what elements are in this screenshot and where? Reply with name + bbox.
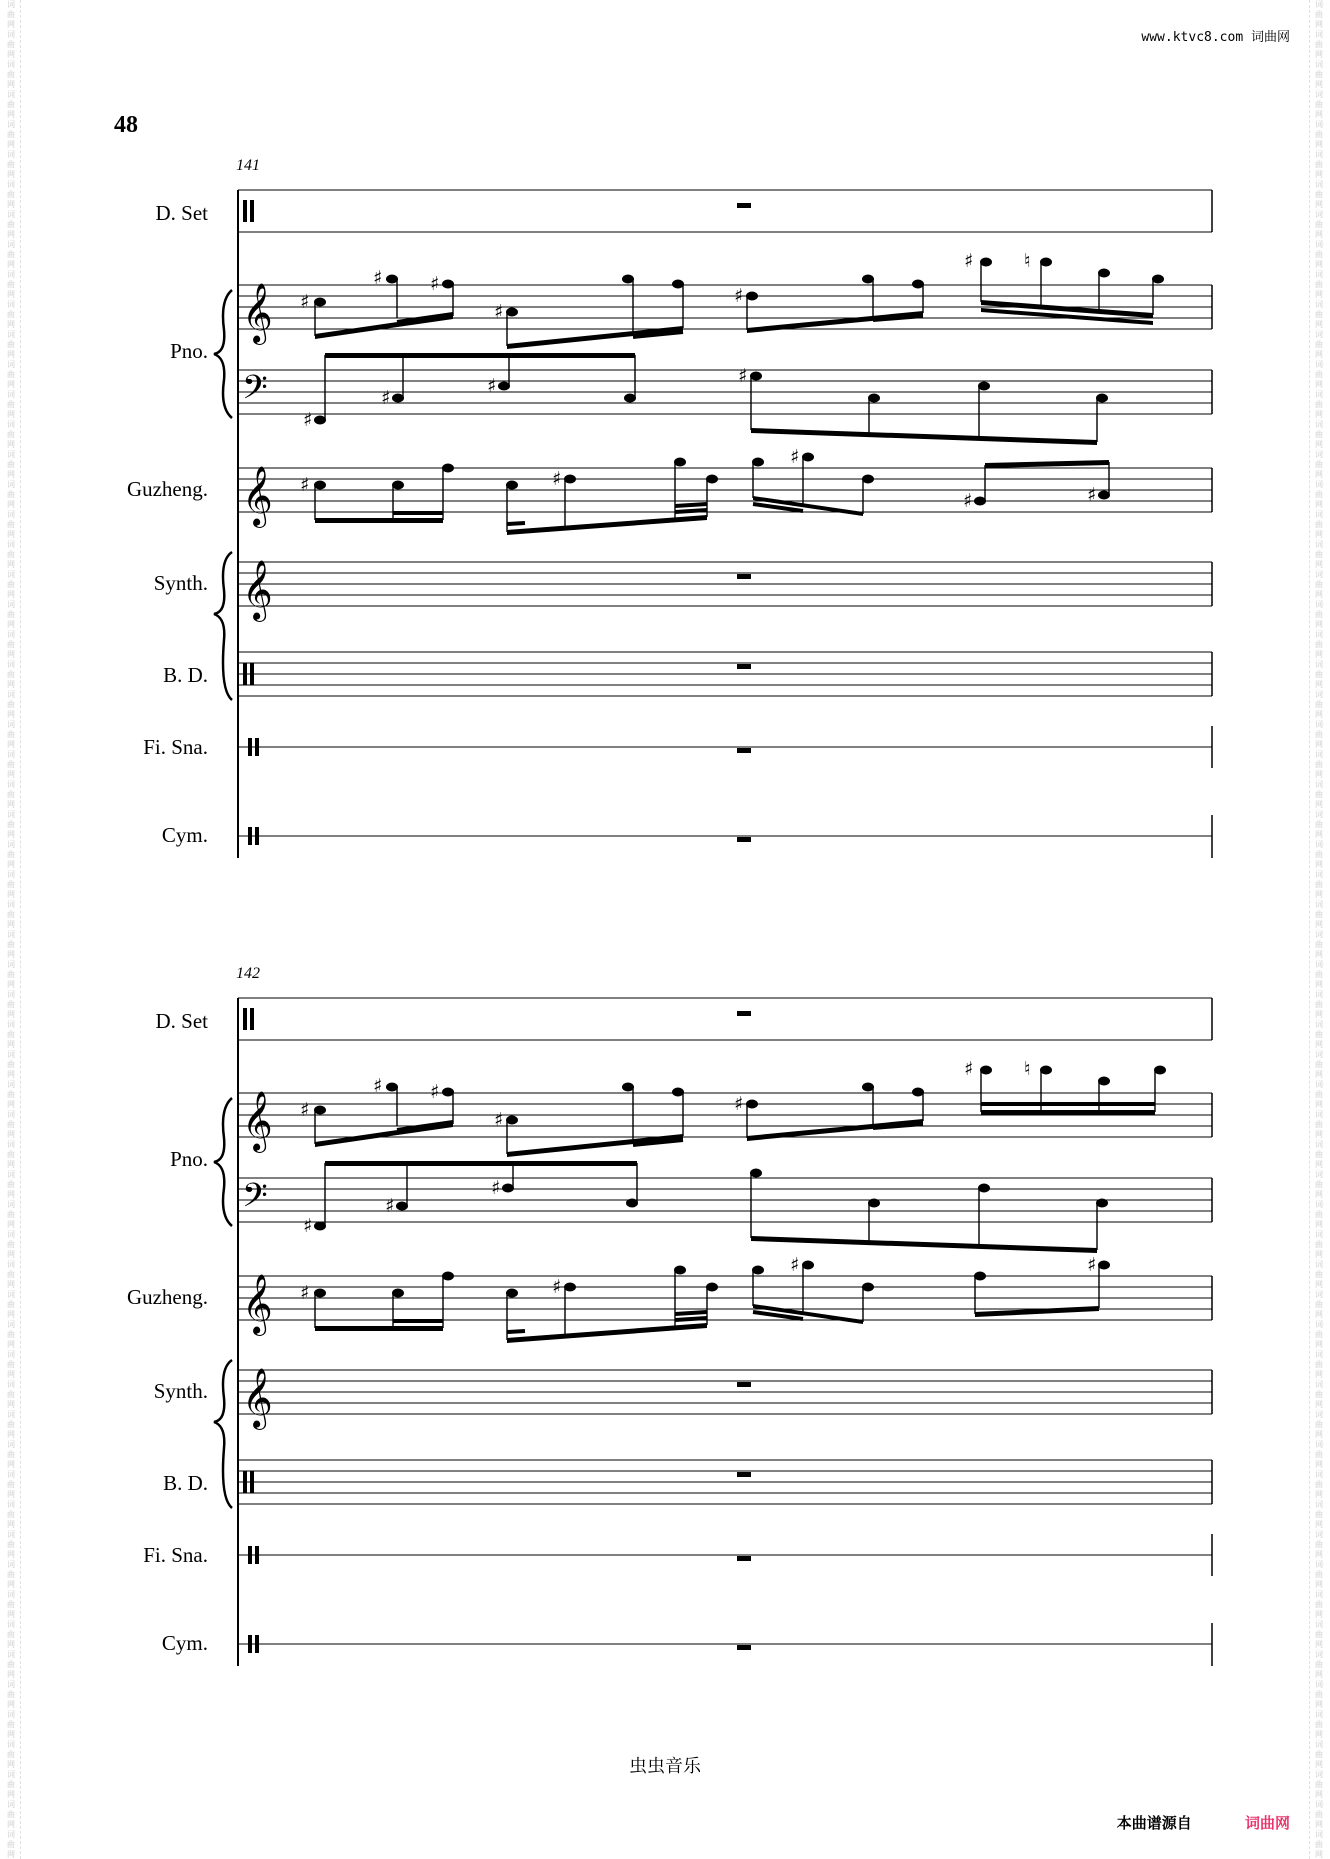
piano-brace (214, 1098, 232, 1226)
treble-clef-icon: 𝄞 (242, 283, 273, 343)
svg-text:♯: ♯ (964, 1058, 974, 1080)
staff-synth (238, 1368, 1212, 1430)
left-watermark-strip: 词 曲 网 词 曲 网 词 曲 网 词 曲 网 词 曲 网 词 曲 网 词 曲 网 词 曲 网 词 曲 网 词 曲 网 词 曲 网 词 曲 网 词 曲 网 词 曲 网 词 曲 网 词 曲 网 词 曲 网 词 曲 网 词 曲 网 词 曲 网 词 曲 网 词 曲 网 词 曲 网 词 曲 网 词 曲 网 词 曲 网 词 曲 网 词 曲 网 词 曲 网 词 曲 网 词 曲 网 词 曲 网 词 曲 网 词 曲 网 词 曲 网 词 曲 网 词 曲 网 词 曲 网 词 曲 网 词 曲 网 词 曲 网 词 曲 网 词 曲 网 词 曲 网 词 曲 网 词 曲 网 词 曲 网 词 曲 网 词 曲 网 词 曲 网 词 曲 网 词 曲 网 词 曲 网 词 曲 网 词 曲 网 词 曲 网 词 曲 网 词 曲 网 词 曲 网 词 曲 网 词 曲 网 词 曲 网 (2, 0, 21, 1859)
instrument-label: B. D. (163, 663, 208, 687)
svg-text:♯: ♯ (303, 409, 313, 431)
rest (737, 1556, 751, 1561)
instrument-label: D. Set (155, 1009, 208, 1033)
svg-text:♯: ♯ (494, 301, 504, 323)
treble-clef-icon: 𝄞 (242, 560, 273, 620)
svg-text:♯: ♯ (790, 1254, 800, 1276)
instrument-label: Fi. Sna. (143, 735, 208, 759)
svg-text:♯: ♯ (734, 285, 744, 307)
staff-synth (238, 560, 1212, 622)
instrument-label: Synth. (153, 1379, 208, 1403)
piano-brace (214, 290, 232, 418)
svg-text:♯: ♯ (1087, 484, 1097, 506)
credit-text: 本曲谱源自 (1116, 1814, 1192, 1832)
rest (737, 1472, 751, 1477)
svg-text:♯: ♯ (385, 1195, 395, 1217)
instrument-label: Guzheng. (126, 1285, 208, 1309)
staff-cymbal (238, 1623, 1212, 1666)
staff-guzheng (238, 446, 1212, 535)
right-watermark-strip: 词 曲 网 词 曲 网 词 曲 网 词 曲 网 词 曲 网 词 曲 网 词 曲 网 词 曲 网 词 曲 网 词 曲 网 词 曲 网 词 曲 网 词 曲 网 词 曲 网 词 曲 网 词 曲 网 词 曲 网 词 曲 网 词 曲 网 词 曲 网 词 曲 网 词 曲 网 词 曲 网 词 曲 网 词 曲 网 词 曲 网 词 曲 网 词 曲 网 词 曲 网 词 曲 网 词 曲 网 词 曲 网 词 曲 网 词 曲 网 词 曲 网 词 曲 网 词 曲 网 词 曲 网 词 曲 网 词 曲 网 词 曲 网 词 曲 网 词 曲 网 词 曲 网 词 曲 网 词 曲 网 词 曲 网 词 曲 网 词 曲 网 词 曲 网 词 曲 网 词 曲 网 词 曲 网 词 曲 网 词 曲 网 词 曲 网 词 曲 网 词 曲 网 词 曲 网 词 曲 网 词 曲 网 词 曲 网 (1309, 0, 1328, 1859)
measure-number: 141 (236, 157, 260, 174)
rest (737, 203, 751, 208)
svg-text:♯: ♯ (300, 1282, 310, 1304)
instrument-label: D. Set (155, 201, 208, 225)
svg-text:♯: ♯ (373, 267, 383, 289)
svg-text:♮: ♮ (1024, 250, 1031, 272)
instrument-label: Synth. (153, 571, 208, 595)
svg-text:♯: ♯ (964, 250, 974, 272)
svg-text:♯: ♯ (552, 1276, 562, 1298)
measure-number: 142 (236, 965, 260, 982)
instrument-label: Pno. (170, 1147, 208, 1171)
rest (737, 837, 751, 842)
svg-text:♯: ♯ (430, 1081, 440, 1103)
svg-text:♮: ♮ (1024, 1058, 1031, 1080)
treble-clef-icon: 𝄞 (242, 1368, 273, 1428)
staff-bass-drum (238, 1460, 1212, 1504)
staff-field-snare (238, 726, 1212, 768)
synth-brace (214, 552, 232, 700)
svg-text:♯: ♯ (373, 1075, 383, 1097)
credit-brand-link[interactable]: 词曲网 (1244, 1814, 1290, 1832)
svg-text:♯: ♯ (552, 468, 562, 490)
footer-source: 虫虫音乐 (629, 1756, 701, 1777)
rest (737, 574, 751, 579)
synth-brace (214, 1360, 232, 1508)
instrument-label: Fi. Sna. (143, 1543, 208, 1567)
bass-clef-icon: 𝄢 (242, 1177, 268, 1223)
page-number: 48 (114, 112, 138, 138)
staff-guzheng (238, 1254, 1212, 1343)
staff-piano-treble (238, 250, 1212, 349)
instrument-label: B. D. (163, 1471, 208, 1495)
svg-text:♯: ♯ (738, 365, 748, 387)
rest (737, 1011, 751, 1016)
svg-text:♯: ♯ (300, 291, 310, 313)
svg-text:♯: ♯ (494, 1109, 504, 1131)
instrument-label: Cym. (161, 1631, 208, 1655)
instrument-label: Pno. (170, 339, 208, 363)
staff-piano-treble (238, 1058, 1212, 1157)
rest (737, 664, 751, 669)
site-url[interactable]: www.ktvc8.com (1141, 30, 1244, 45)
system-2 (127, 965, 1212, 1666)
svg-text:♯: ♯ (487, 375, 497, 397)
svg-text:♯: ♯ (1087, 1254, 1097, 1276)
instrument-label: Cym. (161, 823, 208, 847)
system-1 (127, 157, 1212, 858)
staff-piano-bass (238, 1161, 1212, 1253)
staff-piano-bass (238, 353, 1212, 445)
svg-text:♯: ♯ (790, 446, 800, 468)
rest (737, 1382, 751, 1387)
staff-cymbal (238, 815, 1212, 858)
rest (737, 748, 751, 753)
svg-text:♯: ♯ (300, 1099, 310, 1121)
treble-clef-icon: 𝄞 (242, 466, 273, 526)
staff-field-snare (238, 1534, 1212, 1576)
instrument-label: Guzheng. (126, 477, 208, 501)
treble-clef-icon: 𝄞 (242, 1274, 273, 1334)
footer-credit (1117, 1812, 1290, 1833)
bass-clef-icon: 𝄢 (242, 369, 268, 415)
staff-drum-set (238, 190, 1212, 232)
staff-drum-set (238, 998, 1212, 1040)
staff-bass-drum (238, 652, 1212, 696)
site-name: 词曲网 (1250, 30, 1290, 45)
treble-clef-icon: 𝄞 (242, 1091, 273, 1151)
svg-text:♯: ♯ (963, 490, 973, 512)
rest (737, 1645, 751, 1650)
svg-text:♯: ♯ (381, 387, 391, 409)
svg-text:♯: ♯ (303, 1215, 313, 1237)
svg-text:♯: ♯ (300, 474, 310, 496)
svg-text:♯: ♯ (491, 1177, 501, 1199)
svg-text:♯: ♯ (430, 273, 440, 295)
svg-text:♯: ♯ (734, 1093, 744, 1115)
